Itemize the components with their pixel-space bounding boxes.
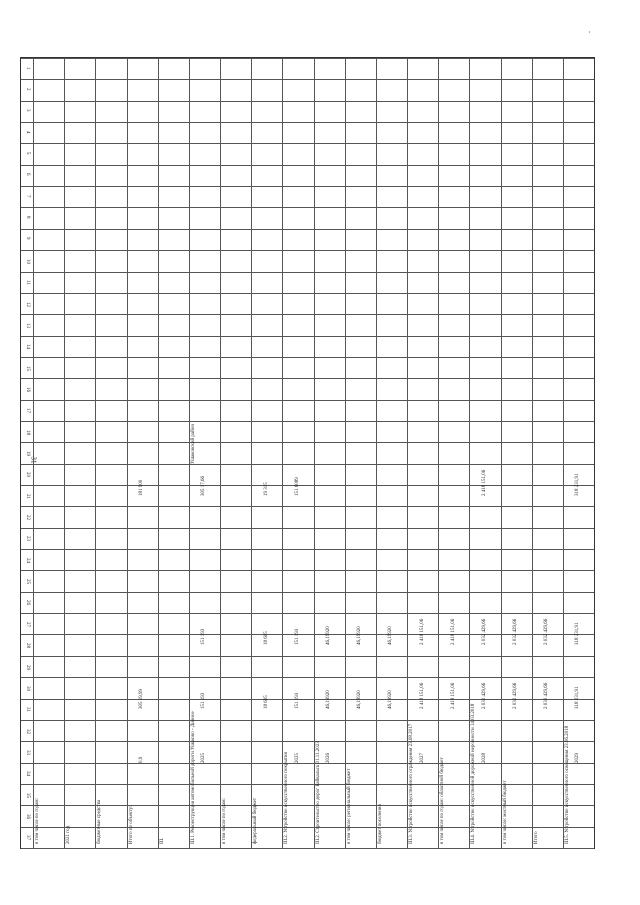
grid-line-horizontal — [21, 656, 594, 657]
row-label: III.3. Устройство искусственного ограждения 23.08.2017 — [409, 723, 414, 844]
grid-line-horizontal — [21, 528, 594, 529]
cell-value: 2 032 429,66 — [481, 618, 487, 646]
column-number: 15 — [25, 365, 30, 371]
column-number: 37 — [25, 835, 30, 841]
grid-line-vertical — [407, 58, 408, 848]
column-number: 32 — [25, 728, 30, 734]
column-number: 23 — [25, 536, 30, 542]
column-number: 14 — [25, 344, 30, 350]
column-number: 22 — [25, 515, 30, 521]
column-number: 12 — [25, 301, 30, 307]
grid-line-vertical — [532, 58, 533, 848]
grid-line-horizontal — [21, 677, 594, 678]
cell-value: 18 605 — [263, 695, 269, 710]
column-number: 18 — [25, 429, 30, 435]
grid-line-vertical — [220, 58, 221, 848]
cell-value: 181 900 — [139, 479, 145, 496]
grid-line-vertical — [345, 58, 346, 848]
row-label: 2021 год — [66, 825, 72, 844]
cell-value: 305 17,66 — [201, 475, 207, 496]
grid-line-vertical — [376, 58, 377, 848]
column-number: 34 — [25, 771, 30, 777]
column-number: 9 — [25, 237, 30, 240]
cell-value: 2025 — [294, 752, 300, 763]
grid-line-horizontal — [21, 58, 594, 59]
grid-line-horizontal — [21, 314, 594, 315]
grid-line-horizontal — [21, 464, 594, 465]
grid-line-horizontal — [21, 592, 594, 593]
grid-line-horizontal — [21, 784, 594, 785]
cell-value: 2 418 151,06 — [419, 682, 425, 710]
grid-line-horizontal — [21, 79, 594, 80]
cell-value: 318 231,91 — [575, 622, 581, 646]
cell-value: 2026 — [326, 752, 332, 763]
grid-line-vertical — [158, 58, 159, 848]
grid-line-horizontal — [21, 763, 594, 764]
row-label: бюджет поселения — [377, 804, 383, 844]
grid-line-horizontal — [21, 634, 594, 635]
column-number: 31 — [25, 707, 30, 713]
cell-value: 151 6089 — [294, 476, 300, 496]
grid-line-vertical — [127, 58, 128, 848]
cell-value: 0,9 — [139, 756, 145, 763]
cell-value: 2029 — [575, 752, 581, 763]
cell-value: 19 315 — [263, 481, 269, 496]
grid-line-vertical — [64, 58, 65, 848]
column-number: 36 — [25, 813, 30, 819]
cell-value: 2 418 151,06 — [419, 618, 425, 646]
row-label: III. — [159, 837, 165, 844]
grid-line-horizontal — [21, 378, 594, 379]
cell-value: 2 418 151,06 — [450, 682, 456, 710]
column-number: 26 — [25, 600, 30, 606]
cell-value: 2 032 429,66 — [513, 618, 519, 646]
column-number: 4 — [25, 130, 30, 134]
grid-line-horizontal — [21, 293, 594, 294]
column-number: 7 — [25, 194, 30, 198]
column-number: 2 — [25, 88, 30, 91]
grid-line-horizontal — [21, 827, 594, 828]
cell-value: 2 032 429,66 — [544, 618, 550, 646]
row-label: в том числе по годам: областной бюджет — [440, 757, 446, 844]
grid-line-vertical — [501, 58, 502, 848]
row-label: Итого — [533, 831, 539, 844]
column-number: 19 — [25, 451, 30, 456]
row-label: III.4. Устройство искусственной дорожной неровности 14.03.2018 — [471, 703, 477, 844]
page-number: 31 — [29, 456, 38, 464]
cell-value: 46,19920 — [388, 626, 394, 646]
column-number: 16 — [25, 386, 30, 392]
cell-value: 46,19920 — [388, 690, 394, 710]
grid-line-horizontal — [21, 400, 594, 401]
cell-value: 46,19920 — [357, 626, 363, 646]
grid-line-horizontal — [21, 720, 594, 721]
grid-line-horizontal — [21, 613, 594, 614]
grid-line-vertical — [95, 58, 96, 848]
grid-line-horizontal — [21, 357, 594, 358]
cell-value: 318 231,91 — [575, 473, 581, 496]
grid-line-horizontal — [21, 165, 594, 166]
column-number: 28 — [25, 643, 30, 649]
cell-value: 2 032 429,66 — [513, 682, 519, 710]
column-number: 29 — [25, 664, 30, 670]
corner-mark: · — [588, 28, 591, 37]
cell-value: 2 418 151,06 — [481, 469, 487, 496]
column-number: 17 — [25, 408, 30, 414]
cell-value: 2 032 429,66 — [544, 682, 550, 710]
row-label: в том числе: региональный бюджет — [346, 768, 352, 844]
cell-value: 151 193 — [294, 628, 300, 646]
column-number: 24 — [25, 557, 30, 563]
column-number: 5 — [25, 152, 30, 155]
cell-value: 151 193 — [201, 628, 207, 646]
grid-line-vertical — [189, 58, 190, 848]
column-number: 27 — [25, 621, 30, 627]
grid-line-horizontal — [21, 421, 594, 422]
grid-line-horizontal — [21, 122, 594, 123]
cell-value: 18 605 — [263, 631, 269, 646]
column-number: 35 — [25, 792, 30, 798]
grid-line-horizontal — [21, 143, 594, 144]
cell-value: 2025 — [201, 752, 207, 763]
column-number: 20 — [25, 472, 30, 478]
row-label: Итого по объекту: — [128, 805, 134, 844]
column-number: 6 — [25, 173, 30, 176]
cell-value: 318 231,91 — [575, 686, 581, 710]
row-label: в том числе: местный бюджет — [502, 780, 508, 844]
row-label: в том числе по годам: — [35, 798, 40, 844]
grid-line-horizontal — [21, 272, 594, 273]
grid-line-horizontal — [21, 805, 594, 806]
row-label: III.5. Устройство искусственного освещения 23.06.2018 — [564, 725, 570, 844]
cell-value: 46,19920 — [326, 690, 332, 710]
column-number: 13 — [25, 322, 30, 328]
row-label: в том числе по годам: — [222, 798, 227, 844]
column-number: 33 — [25, 749, 30, 755]
cell-value: 151 193 — [294, 692, 300, 710]
grid-line-horizontal — [21, 101, 594, 102]
grid-line-horizontal — [21, 506, 594, 507]
row-label: III.2. Устройство искусственного покрытия — [284, 752, 290, 844]
row-label: III.2. Строительство дорог Байкальск 01.11.2023 — [315, 741, 321, 844]
grid-line-horizontal — [21, 250, 594, 251]
cell-value: 2 418 151,06 — [450, 618, 456, 646]
grid-line-vertical — [438, 58, 439, 848]
grid-line-horizontal — [21, 570, 594, 571]
grid-line-horizontal — [21, 336, 594, 337]
column-number: 11 — [25, 280, 30, 286]
grid-line-vertical — [563, 58, 564, 848]
data-table — [20, 57, 595, 849]
grid-line-vertical — [282, 58, 283, 848]
section-label: Ушаковский район — [190, 423, 196, 464]
cell-value: 2 032 429,66 — [481, 682, 487, 710]
grid-line-vertical — [33, 58, 34, 848]
cell-value: 305 19,99 — [139, 689, 145, 710]
cell-value: 2027 — [419, 752, 425, 763]
cell-value: 151 193 — [201, 692, 207, 710]
column-number: 10 — [25, 258, 30, 264]
grid-line-vertical — [314, 58, 315, 848]
column-number: 30 — [25, 685, 30, 691]
row-label: бюджетные средства — [97, 799, 103, 844]
grid-line-horizontal — [21, 485, 594, 486]
column-number: 21 — [25, 493, 30, 499]
grid-line-horizontal — [21, 699, 594, 700]
column-number: 25 — [25, 579, 30, 585]
row-label: федеральный бюджет — [253, 797, 259, 844]
grid-line-horizontal — [21, 207, 594, 208]
grid-line-horizontal — [21, 741, 594, 742]
grid-line-horizontal — [21, 848, 594, 849]
row-label: III.1. Реконструкция автомобильной дороги Ушаково - Дивное — [190, 711, 196, 844]
grid-line-horizontal — [21, 442, 594, 443]
grid-line-horizontal — [21, 186, 594, 187]
grid-line-vertical — [251, 58, 252, 848]
cell-value: 46,19920 — [326, 626, 332, 646]
cell-value: 46,19920 — [357, 690, 363, 710]
column-number: 3 — [25, 109, 30, 112]
column-number: 8 — [25, 216, 30, 219]
column-number: 1 — [25, 66, 30, 70]
cell-value: 2028 — [481, 752, 487, 763]
grid-line-horizontal — [21, 549, 594, 550]
grid-line-horizontal — [21, 229, 594, 230]
